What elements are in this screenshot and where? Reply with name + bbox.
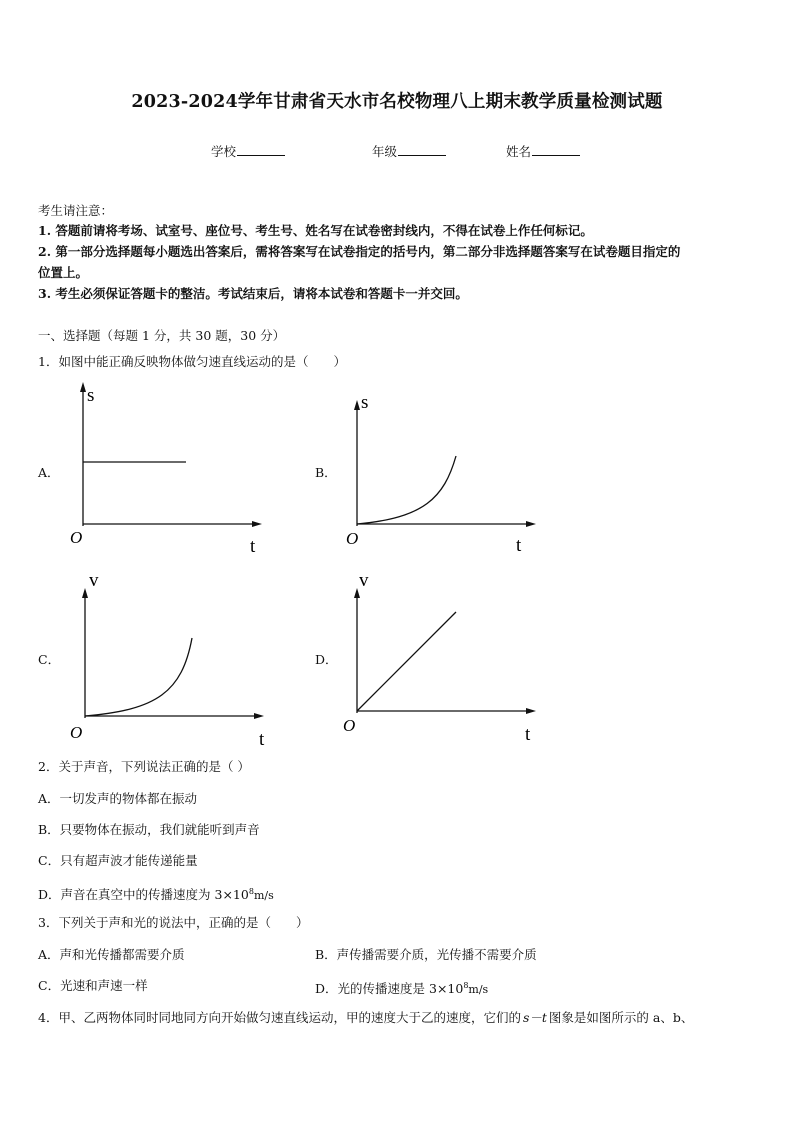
y-axis-label: v [89, 570, 99, 591]
name-label: 姓名 [506, 144, 532, 159]
notice-item-1: 1. 答题前请将考场、试室号、座位号、考生号、姓名写在试卷密封线内，不得在试卷上作任何标记。 [38, 223, 593, 238]
origin-label: O [70, 723, 83, 742]
origin-label: O [346, 529, 359, 548]
school-field[interactable] [211, 142, 285, 160]
q2-option-a[interactable]: A．一切发声的物体都在振动 [38, 791, 198, 806]
x-axis-arrow [526, 708, 536, 714]
x-axis-arrow [254, 713, 264, 719]
origin-label: O [343, 716, 356, 735]
q1-option-b-label[interactable]: B． [315, 465, 337, 480]
q1-graph-d [334, 570, 550, 746]
y-axis-label: v [359, 570, 369, 591]
notice-heading: 考生请注意： [38, 203, 114, 218]
school-label: 学校 [211, 144, 237, 159]
page-title: 2023-2024学年甘肃省天水市名校物理八上期末教学质量检测试题 [131, 92, 663, 112]
grade-blank[interactable] [398, 143, 446, 156]
notice-item-2-cont: 位置上。 [38, 265, 89, 280]
y-axis-label: s [361, 392, 369, 413]
q1-graph-c [62, 570, 278, 750]
notice-item-3: 3. 考生必须保证答题卡的整洁。考试结束后，请将本试卷和答题卡一并交回。 [38, 286, 468, 301]
q2-option-c[interactable]: C．只有超声波才能传递能量 [38, 853, 198, 868]
straight-line-through-origin [357, 612, 456, 711]
q2-stem: 2．关于声音，下列说法正确的是（ ） [38, 759, 250, 774]
q3-option-a[interactable]: A．声和光传播都需要介质 [38, 947, 185, 962]
x-axis-label: t [259, 729, 265, 750]
q3-option-b[interactable]: B．声传播需要介质，光传播不需要介质 [315, 947, 537, 962]
q4-stem [38, 1008, 762, 1028]
q1-graph-b [334, 388, 544, 560]
q4-stem-math: s－t [522, 1010, 547, 1025]
x-axis-arrow [526, 521, 536, 527]
q2-option-b[interactable]: B．只要物体在振动，我们就能听到声音 [38, 822, 260, 837]
q3-option-c[interactable]: C．光速和声速一样 [38, 978, 148, 993]
x-axis-label: t [525, 724, 531, 745]
q2-option-d-unit: m/s [253, 889, 274, 903]
x-axis-arrow [252, 521, 262, 527]
q1-option-d-label[interactable]: D． [315, 652, 338, 667]
q2-option-d-exponent: 8 [248, 887, 254, 896]
q1-graph-a [60, 380, 270, 560]
y-axis-arrow [354, 400, 360, 410]
origin-label: O [70, 528, 83, 547]
q3-option-d[interactable] [315, 976, 488, 1000]
increasing-curve [357, 456, 456, 524]
x-axis-label: t [250, 536, 256, 557]
grade-label: 年级 [372, 144, 398, 159]
y-axis-arrow [80, 382, 86, 392]
q3-option-d-exponent: 8 [463, 981, 469, 990]
q1-option-c-label[interactable]: C． [38, 652, 61, 667]
q1-stem: 1．如图中能正确反映物体做匀速直线运动的是（ ） [38, 354, 346, 369]
grade-field[interactable] [372, 142, 446, 160]
name-blank[interactable] [532, 143, 580, 156]
x-axis-label: t [516, 535, 522, 556]
q2-option-d-text: D．声音在真空中的传播速度为 3×10 [38, 887, 249, 903]
q4-stem-start: 4．甲、乙两物体同时同地同方向开始做匀速直线运动，甲的速度大于乙的速度，它们的 [38, 1010, 521, 1025]
q3-option-d-text: D．光的传播速度是 3×10 [315, 981, 464, 997]
q2-option-d[interactable] [38, 882, 274, 906]
q4-stem-end: 图象是如图所示的 a、b、 [548, 1010, 694, 1025]
q1-option-a-label[interactable]: A． [38, 465, 60, 480]
notice-item-2: 2. 第一部分选择题每小题选出答案后，需将答案写在试卷指定的括号内，第二部分非选择题答案写在试卷题目指定的 [38, 244, 681, 259]
y-axis-arrow [82, 588, 88, 598]
q3-stem: 3．下列关于声和光的说法中，正确的是（ ） [38, 915, 309, 930]
q3-option-d-unit: m/s [468, 983, 489, 997]
school-blank[interactable] [237, 143, 285, 156]
section-heading: 一、选择题（每题 1 分，共 30 题，30 分） [38, 328, 286, 343]
y-axis-label: s [87, 385, 95, 406]
increasing-curve [85, 638, 192, 716]
name-field[interactable] [506, 142, 580, 160]
